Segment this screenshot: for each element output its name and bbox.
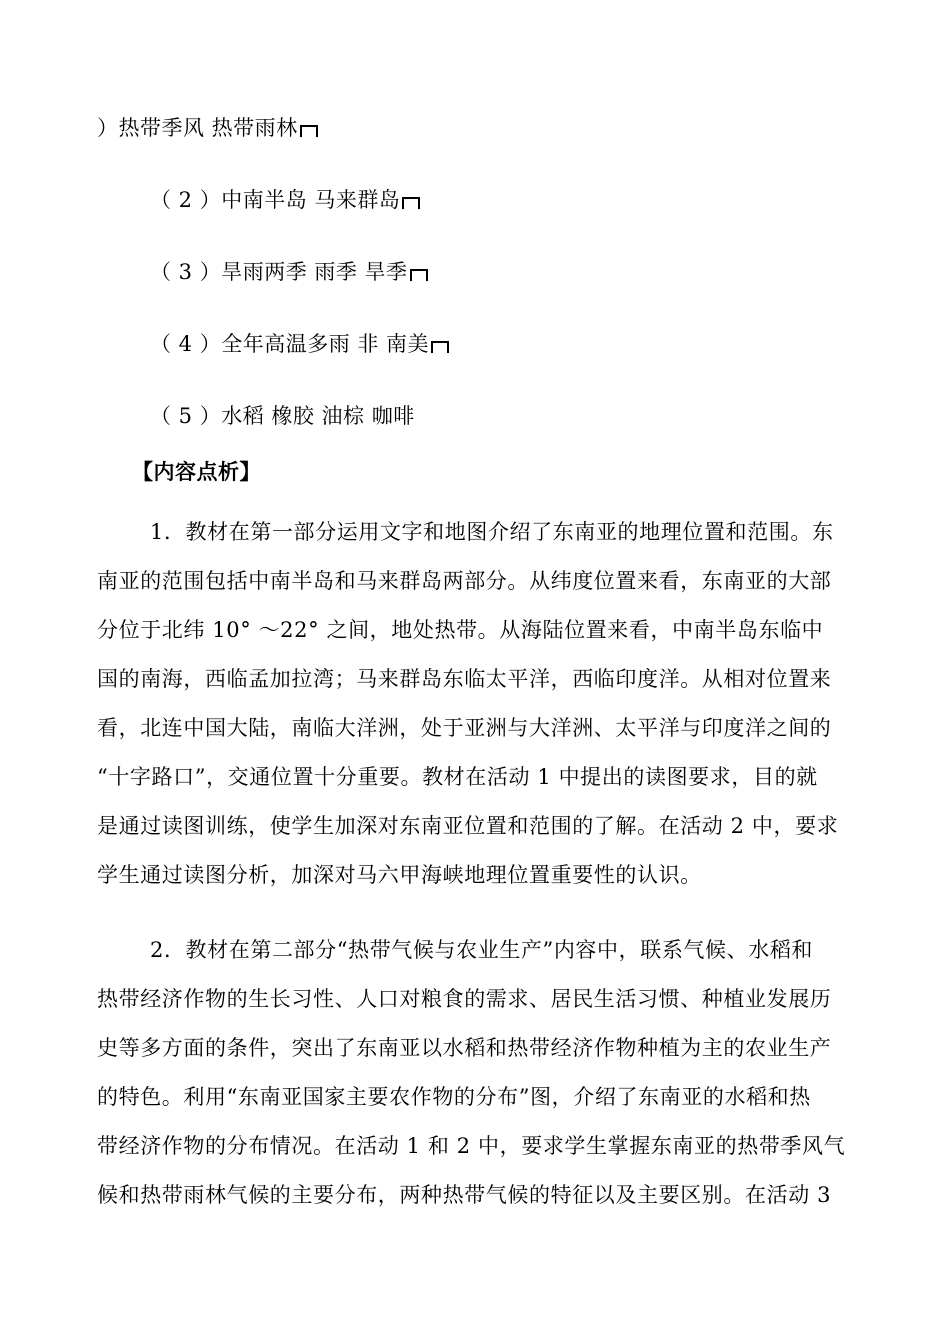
- paragraph-2-line: 史等多方面的条件，突出了东南亚以水稻和热带经济作物种植为主的农业生产: [97, 1036, 832, 1060]
- answer-blank-mark: [410, 269, 428, 281]
- paragraph-2-line: 候和热带雨林气候的主要分布，两种热带气候的特征以及主要区别。在活动 3: [97, 1183, 832, 1207]
- answer-text: ）热带季风 热带雨林: [97, 116, 298, 140]
- answer-blank-mark: [431, 341, 449, 353]
- paragraph-1-line: 1．教材在第一部分运用文字和地图介绍了东南亚的地理位置和范围。东: [150, 520, 834, 544]
- paragraph-1-line: 学生通过读图分析，加深对马六甲海峡地理位置重要性的认识。: [97, 863, 702, 887]
- section-heading: 【内容点析】: [132, 460, 261, 484]
- answer-blank-mark: [402, 197, 420, 209]
- paragraph-2-line: 带经济作物的分布情况。在活动 1 和 2 中，要求学生掌握东南亚的热带季风气: [97, 1134, 846, 1158]
- paragraph-2-line: 热带经济作物的生长习性、人口对粮食的需求、居民生活习惯、种植业发展历: [97, 987, 832, 1011]
- paragraph-2-line: 的特色。利用“东南亚国家主要农作物的分布”图，介绍了东南亚的水稻和热: [97, 1085, 811, 1109]
- paragraph-1-line: 看，北连中国大陆，南临大洋洲，处于亚洲与大洋洲、太平洋与印度洋之间的: [97, 716, 832, 740]
- paragraph-1-line: 南亚的范围包括中南半岛和马来群岛两部分。从纬度位置来看，东南亚的大部: [97, 569, 832, 593]
- paragraph-1-line: 分位于北纬 10° ～22° 之间，地处热带。从海陆位置来看，中南半岛东临中: [97, 618, 824, 642]
- answer-line-1: [97, 114, 318, 142]
- answer-line-3: [150, 258, 428, 286]
- answer-line-5: [150, 402, 415, 430]
- answer-line-2: [150, 186, 420, 214]
- paragraph-1-line: “十字路口”，交通位置十分重要。教材在活动 1 中提出的读图要求，目的就: [97, 765, 818, 789]
- paragraph-2-line: 2．教材在第二部分“热带气候与农业生产”内容中，联系气候、水稻和: [150, 938, 814, 962]
- answer-text: （ 4 ）全年高温多雨 非 南美: [150, 332, 430, 356]
- answer-text: （ 3 ）旱雨两季 雨季 旱季: [150, 260, 408, 284]
- paragraph-1-line: 是通过读图训练，使学生加深对东南亚位置和范围的了解。在活动 2 中，要求: [97, 814, 839, 838]
- answer-text: （ 5 ）水稻 橡胶 油棕 咖啡: [150, 404, 415, 428]
- answer-line-4: [150, 330, 449, 358]
- answer-blank-mark: [300, 125, 318, 137]
- answer-text: （ 2 ）中南半岛 马来群岛: [150, 188, 401, 212]
- paragraph-1-line: 国的南海，西临孟加拉湾；马来群岛东临太平洋，西临印度洋。从相对位置来: [97, 667, 832, 691]
